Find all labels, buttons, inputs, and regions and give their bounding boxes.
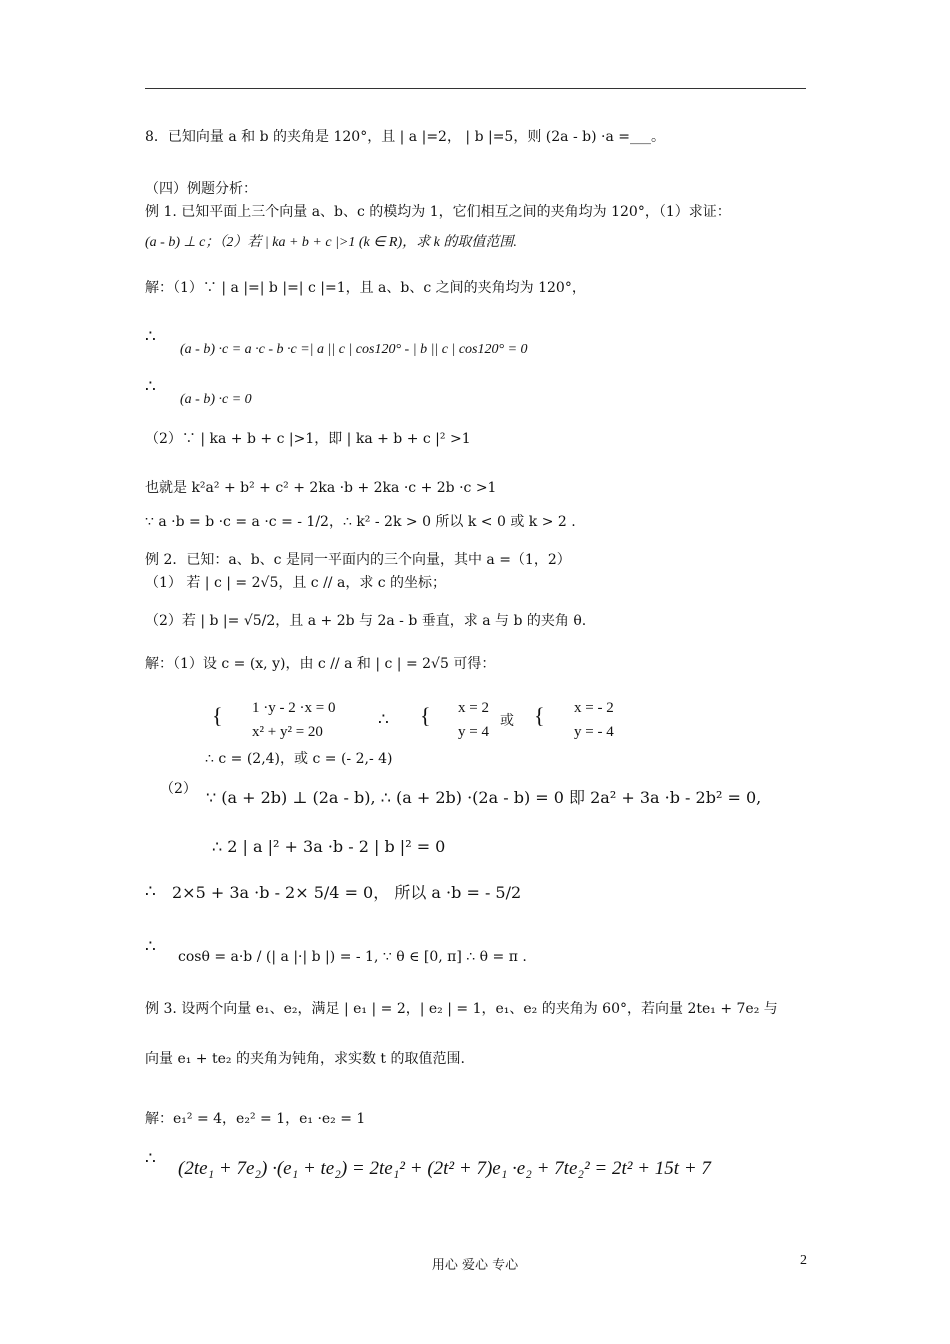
example-1-statement: 例 1. 已知平面上三个向量 a、b、c 的模均为 1，它们相互之间的夹角均为 120°，（1）求证： [145,204,731,220]
solution-2-line-5: 2×5 + 3a ·b - 2× 5/4 = 0， 所以 a ·b = - 5/2 [172,883,522,902]
solution-3-line-1: 解：e₁² = 4，e₂² = 1，e₁ ·e₂ = 1 [145,1111,366,1127]
system-3-top: x = - 2 [574,700,614,716]
therefore-symbol: ∴ [145,327,156,347]
system-1-bottom: x² + y² = 20 [252,724,323,740]
solution-2-line-4: ∴ 2 | a |² + 3a ·b - 2 | b |² = 0 [212,837,446,856]
header-rule [145,88,806,89]
therefore-symbol: ∴ [145,1149,156,1169]
system-2-bottom: y = 4 [458,724,489,740]
example-1-statement-cont: (a - b) ⊥ c；（2）若 | ka + b + c |>1 (k ∈ R)，求 k 的取值范围. [145,235,517,250]
page-number: 2 [800,1253,807,1268]
or-word: 或 [500,713,514,729]
therefore-symbol: ∴ [145,937,156,957]
solution-2-line-6: cosθ = a·b / (| a |·| b |) = - 1, ∵ θ ∈ [0, π] ∴ θ = π . [178,949,527,965]
solution-1-line-4: （2）∵ | ka + b + c |>1，即 | ka + b + c |² >1 [145,431,471,447]
system-1-top: 1 ·y - 2 ·x = 0 [252,700,336,716]
system-2-top: x = 2 [458,700,489,716]
solution-3-line-2: (2te₁ + 7e₂) ·(e₁ + te₂) = 2te₁² + (2t² + 7)e₁ ·e₂ + 7te₂² = 2t² + 15t + 7 [178,1158,711,1179]
brace-left: { [420,703,431,728]
solution-1-line-5: 也就是 k²a² + b² + c² + 2ka ·b + 2ka ·c + 2b ·c >1 [145,480,497,496]
solution-1-line-3: (a - b) ·c = 0 [180,392,252,407]
solution-2-line-2: ∴ c = (2,4)，或 c = (- 2,- 4) [205,751,393,767]
example-2-statement: 例 2．已知：a、b、c 是同一平面内的三个向量，其中 a =（1，2） [145,552,571,568]
therefore-symbol: ∴ [145,882,156,902]
page-footer: 用心 爱心 专心 [431,1258,519,1273]
section-heading: （四）例题分析： [145,181,257,197]
example-2-part-1: （1） 若 | c | = 2√5，且 c // a，求 c 的坐标； [145,575,447,591]
question-8: 8．已知向量 a 和 b 的夹角是 120°，且 | a |=2， | b |=5，则 (2a - b) ·a =___。 [145,129,665,145]
example-3-statement: 例 3. 设两个向量 e₁、e₂，满足 | e₁ | = 2，| e₂ | = 1，e₁、e₂ 的夹角为 60°，若向量 2te₁ + 7e₂ 与 [145,1001,778,1017]
brace-left: { [212,703,223,728]
solution-2-line-3: ∵ (a + 2b) ⊥ (2a - b), ∴ (a + 2b) ·(2a - b) = 0 即 2a² + 3a ·b - 2b² = 0, [206,788,762,807]
solution-1-line-6: ∵ a ·b = b ·c = a ·c = - 1/2，∴ k² - 2k > 0 所以 k < 0 或 k > 2 . [145,514,576,530]
therefore-symbol: ∴ [378,710,389,729]
system-3-bottom: y = - 4 [574,724,614,740]
solution-2-line-1: 解：（1）设 c = (x, y)，由 c // a 和 | c | = 2√5 可得： [145,656,496,672]
example-3-statement-cont: 向量 e₁ + te₂ 的夹角为钝角，求实数 t 的取值范围. [145,1051,465,1067]
brace-left: { [534,703,545,728]
solution-1-line-2: (a - b) ·c = a ·c - b ·c =| a || c | cos120° - | b || c | cos120° = 0 [180,342,528,357]
example-2-part-2: （2）若 | b |= √5/2，且 a + 2b 与 2a - b 垂直，求 a 与 b 的夹角 θ. [145,613,587,629]
solution-1-line-1: 解：（1）∵ | a |=| b |=| c |=1，且 a、b、c 之间的夹角均为 120°， [145,280,586,296]
part-2-label: （2） [160,781,197,797]
therefore-symbol: ∴ [145,377,156,397]
